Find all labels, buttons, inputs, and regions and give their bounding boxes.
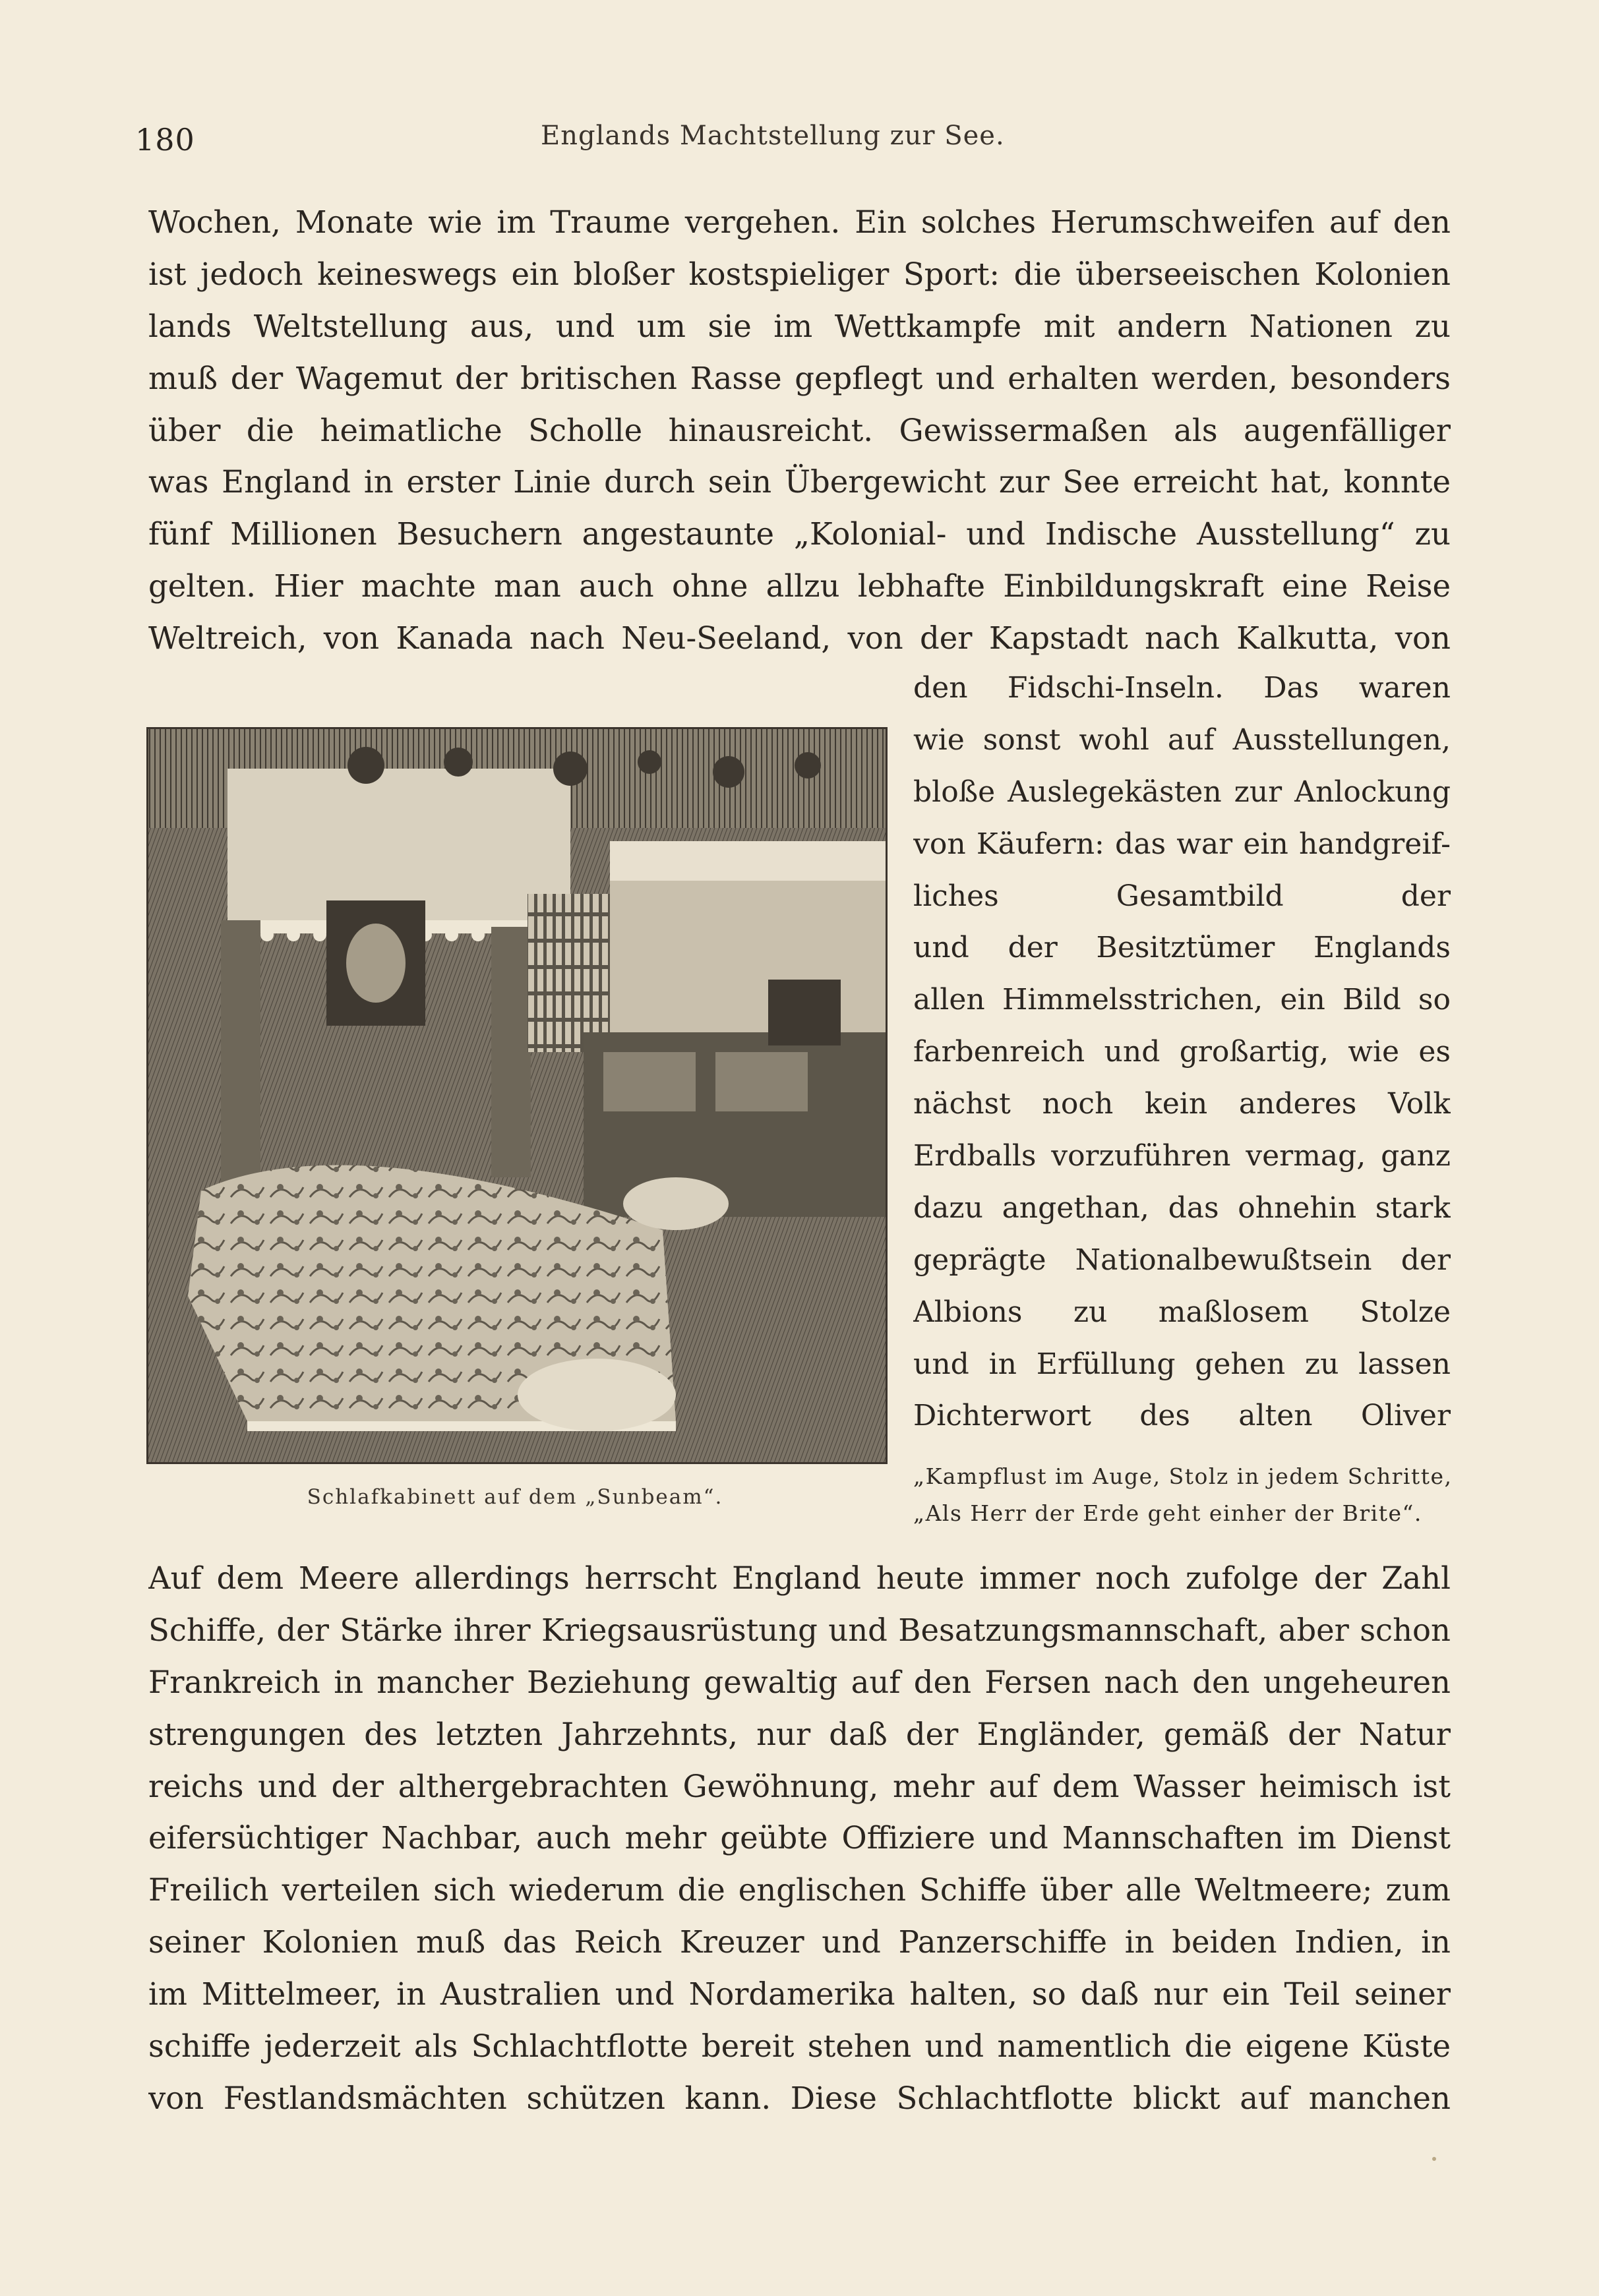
text-line: Erdballs vorzuführen vermag, ganz <box>913 1139 1451 1173</box>
text-line: über die heimatliche Scholle hinausreicht. Gewissermaßen als augenfälliger <box>148 412 1451 448</box>
text-line: lands Weltstellung aus, und um sie im Wettkampfe mit andern Nationen zu <box>148 308 1451 344</box>
text-line: Auf dem Meere allerdings herrscht England heute immer noch zufolge der Zahl <box>148 1560 1451 1596</box>
text-line: und der Besitztümer Englands <box>913 931 1451 965</box>
text-line: Freilich verteilen sich wiederum die englischen Schiffe über alle Weltmeere; zum <box>148 1872 1451 1908</box>
paragraph-side-column <box>913 662 1451 1442</box>
text-line: Frankreich in mancher Beziehung gewaltig auf den Fersen nach den ungeheuren <box>148 1664 1451 1700</box>
right-curtain <box>491 927 531 1177</box>
desk-box <box>768 980 841 1045</box>
stool <box>623 1177 729 1230</box>
running-title: Englands Machtstellung zur See. <box>541 121 1005 151</box>
text-line: und in Erfüllung gehen zu lassen <box>913 1347 1451 1381</box>
text-line: wie sonst wohl auf Ausstellungen, <box>913 722 1451 757</box>
verse-line: „Kampflust im Auge, Stolz in jedem Schritte, <box>913 1463 1453 1489</box>
paragraph-top <box>148 196 1451 664</box>
left-curtain <box>221 920 260 1210</box>
text-line: Schiffe, der Stärke ihrer Kriegsausrüstung und Besatzungsmannschaft, aber schon <box>148 1612 1451 1648</box>
text-line: was England in erster Linie durch sein Übergewicht zur See erreicht hat, konnte <box>148 464 1451 500</box>
text-line: den Fidschi-Inseln. Das waren <box>913 671 1451 705</box>
text-line: ist jedoch keineswegs ein bloßer kostspieliger Sport: die überseeischen Kolonien <box>148 256 1451 292</box>
text-line: muß der Wagemut der britischen Rasse gepflegt und erhalten werden, besonders <box>148 360 1451 396</box>
text-line: dazu angethan, das ohnehin stark <box>913 1191 1451 1225</box>
text-line: gelten. Hier machte man auch ohne allzu lebhafte Einbildungskraft eine Reise <box>148 568 1451 604</box>
text-line: geprägte Nationalbewußtsein der <box>913 1243 1451 1277</box>
text-line: Albions zu maßlosem Stolze <box>913 1295 1451 1329</box>
text-line: liches Gesamtbild der <box>913 879 1451 913</box>
text-line: von Festlandsmächten schützen kann. Diese Schlachtflotte blickt auf manchen <box>148 2080 1451 2116</box>
figure-caption: Schlafkabinett auf dem „Sunbeam“. <box>307 1485 723 1509</box>
page-number: 180 <box>135 122 195 158</box>
text-line: seiner Kolonien muß das Reich Kreuzer und Panzerschiffe in beiden Indien, in <box>148 1924 1451 1960</box>
text-line: reichs und der althergebrachten Gewöhnung, mehr auf dem Wasser heimisch ist <box>148 1768 1451 1804</box>
text-line: schiffe jederzeit als Schlachtflotte bereit stehen und namentlich die eigene Küste <box>148 2028 1451 2065</box>
text-line: nächst noch kein anderes Volk <box>913 1087 1451 1121</box>
text-line: Wochen, Monate wie im Traume vergehen. Ein solches Herumschweifen auf den <box>148 204 1451 240</box>
footstool <box>518 1359 676 1431</box>
text-line: Weltreich, von Kanada nach Neu-Seeland, von der Kapstadt nach Kalkutta, von <box>148 620 1451 657</box>
verse-line: „Als Herr der Erde geht einher der Brite“. <box>913 1500 1422 1526</box>
text-line: bloße Auslegekästen zur Anlockung <box>913 775 1451 809</box>
text-line: eifersüchtiger Nachbar, auch mehr geübte Offiziere und Mannschaften im Dienst <box>148 1820 1451 1856</box>
engraving-illustration <box>148 729 886 1462</box>
text-line: farbenreich und großartig, wie es <box>913 1035 1451 1069</box>
bookshelf <box>528 894 613 1052</box>
text-line: strengungen des letzten Jahrzehnts, nur daß der Engländer, gemäß der Natur <box>148 1716 1451 1752</box>
paragraph-bottom <box>148 1552 1451 2125</box>
text-line: Dichterwort des alten Oliver <box>913 1399 1451 1433</box>
text-line: von Käufern: das war ein handgreif- <box>913 827 1451 861</box>
text-line: im Mittelmeer, in Australien und Nordamerika halten, so daß nur ein Teil seiner <box>148 1976 1451 2013</box>
paper-speck <box>1432 2157 1436 2161</box>
text-line: allen Himmelsstrichen, ein Bild so <box>913 983 1451 1017</box>
portrait <box>346 924 406 1003</box>
text-line: fünf Millionen Besuchern angestaunte „Kolonial- und Indische Ausstellung“ zu <box>148 516 1451 552</box>
bedroom-engraving <box>146 727 888 1464</box>
